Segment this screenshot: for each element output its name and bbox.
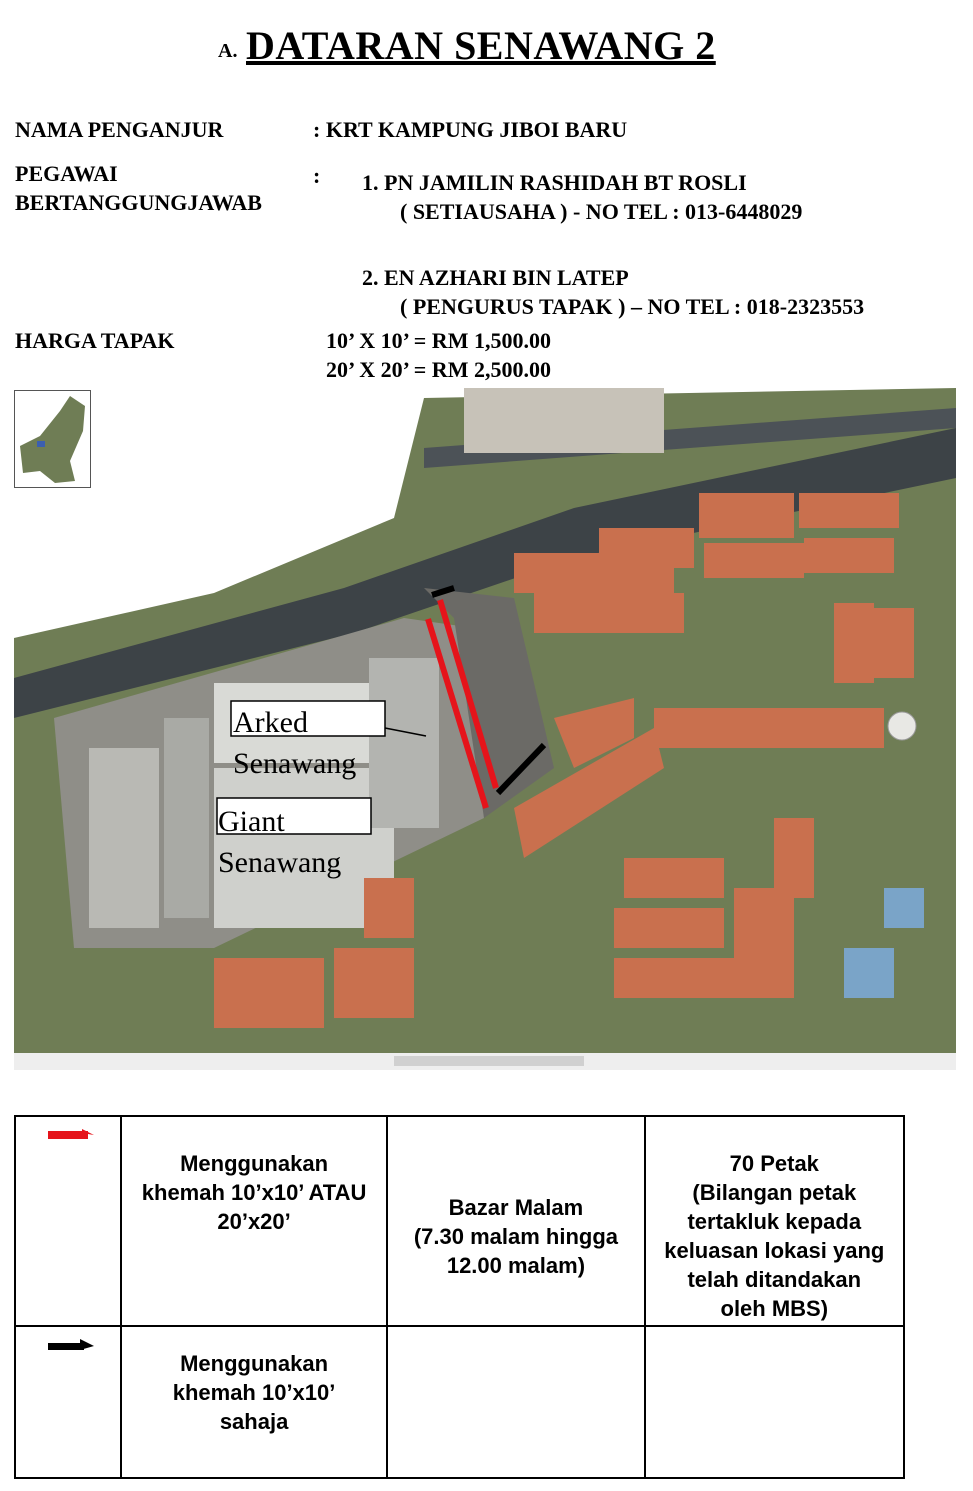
organizer-label: NAMA PENGANJUR <box>15 117 224 142</box>
tent-red-line3: 20’x20’ <box>217 1209 291 1234</box>
lots-line2: (Bilangan petak <box>692 1180 857 1205</box>
officer2-name: 2. EN AZHARI BIN LATEP <box>362 265 629 290</box>
event-line3: 12.00 malam) <box>446 1252 586 1278</box>
map-label-giant-1: Giant <box>218 805 285 838</box>
legend-row-red <box>15 1116 904 1326</box>
map-label-arked-2: Senawang <box>233 747 357 780</box>
lots-line6: oleh MBS) <box>720 1296 829 1321</box>
lots-line4: keluasan lokasi yang <box>664 1238 885 1263</box>
red-arrow-icon <box>38 1125 98 1149</box>
price-label: HARGA TAPAK <box>15 328 175 353</box>
tent-red-line1: Menggunakan <box>180 1151 329 1176</box>
tent-red-line2: khemah 10’x10’ ATAU <box>141 1180 367 1205</box>
price-10x10: 10’ X 10’ = RM 1,500.00 <box>326 328 551 353</box>
tent-black-line2: khemah 10’x10’ <box>172 1380 336 1405</box>
legend-cell-tent-black <box>121 1326 388 1478</box>
legend-table <box>14 1115 905 1479</box>
officer-label-line1: PEGAWAI <box>15 161 118 186</box>
price-20x20: 20’ X 20’ = RM 2,500.00 <box>326 357 551 382</box>
officer-colon: : <box>313 163 321 188</box>
officer1-name: 1. PN JAMILIN RASHIDAH BT ROSLI <box>362 170 747 195</box>
map-shoplots-top <box>464 388 664 453</box>
map-label-giant-2: Senawang <box>218 846 342 879</box>
lots-line3: tertakluk kepada <box>687 1209 862 1234</box>
legend-cell-event <box>387 1116 644 1326</box>
map-inset-thumbnail <box>14 390 91 488</box>
officer-label-line2: BERTANGGUNGJAWAB <box>15 190 262 215</box>
map-label-arked-1: Arked <box>233 706 308 739</box>
lots-line5: telah ditandakan <box>687 1267 862 1292</box>
lots-line1: 70 Petak <box>729 1151 819 1176</box>
page-title: DATARAN SENAWANG 2 <box>246 23 716 68</box>
title-prefix: A. <box>218 40 238 62</box>
tent-black-line3: sahaja <box>219 1409 289 1434</box>
aerial-map <box>14 388 956 1070</box>
event-line2: (7.30 malam hingga <box>413 1223 619 1249</box>
legend-cell-empty-1 <box>387 1326 644 1478</box>
officer2-detail: ( PENGURUS TAPAK ) – NO TEL : 018-2323553 <box>400 294 865 319</box>
black-arrow-icon <box>38 1335 98 1359</box>
legend-cell-red-marker <box>15 1116 121 1326</box>
organizer-value: : KRT KAMPUNG JIBOI BARU <box>313 117 628 142</box>
officer1-detail: ( SETIAUSAHA ) - NO TEL : 013-6448029 <box>400 199 803 224</box>
legend-row-black <box>15 1326 904 1478</box>
legend-cell-tent-red <box>121 1116 388 1326</box>
legend-cell-empty-2 <box>645 1326 904 1478</box>
event-line1: Bazar Malam <box>448 1194 584 1220</box>
tent-black-line1: Menggunakan <box>180 1351 329 1376</box>
legend-cell-lots <box>645 1116 904 1326</box>
map-water-tank <box>888 712 916 740</box>
legend-cell-black-marker <box>15 1326 121 1478</box>
